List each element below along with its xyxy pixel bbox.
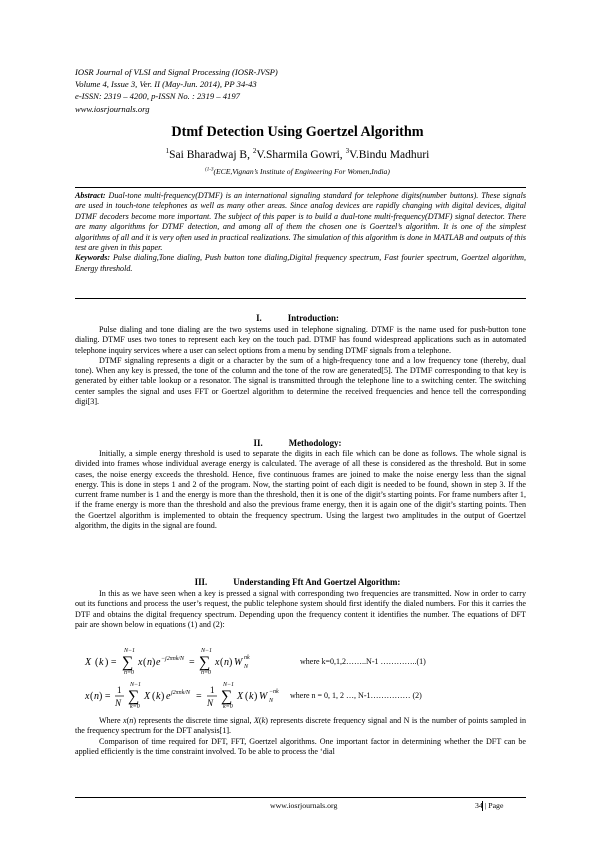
svg-text:N: N <box>269 698 274 704</box>
equation-2-condition: where n = 0, 1, 2 …, N-1…………… (2) <box>290 691 422 700</box>
svg-text:X: X <box>85 657 92 668</box>
svg-text:k=0: k=0 <box>223 704 233 710</box>
svg-text:nk: nk <box>244 655 250 661</box>
svg-text:): ) <box>161 691 165 702</box>
svg-text:N: N <box>244 664 249 670</box>
svg-text:n: n <box>224 657 229 668</box>
author-1-sup: 1 <box>165 147 170 155</box>
svg-text:j2πnk/N: j2πnk/N <box>171 690 191 696</box>
journal-name: IOSR Journal of VLSI and Signal Processing (IOSR-JVSP) <box>75 67 278 77</box>
svg-text:1: 1 <box>117 685 122 695</box>
svg-text:(: ( <box>143 657 147 668</box>
svg-text:X: X <box>237 691 244 702</box>
section-3-paragraph-1: In this as we have seen when a key is pressed a signal with corresponding two frequencies are transmitted. Now in order to carry out its functions and process the user’s request, the public telephone system should first identify the dialed numbers. For this it carries the DTF and obtains the digital frequency spectrum. Depending upon the frequency content it identifies the number. The equations of DFT pair are shown below in equations (1) and (2): <box>75 589 526 629</box>
svg-text:) =: ) = <box>105 657 117 668</box>
svg-text:N−1: N−1 <box>124 648 136 654</box>
svg-text:n=0: n=0 <box>201 670 212 676</box>
author-2-sup: 2 <box>252 147 257 155</box>
svg-text:1: 1 <box>210 685 215 695</box>
svg-text:(: ( <box>220 657 224 668</box>
svg-text:N: N <box>207 698 214 708</box>
section-1-paragraph-2: DTMF signaling represents a digit or a character by the sum of a high-frequency tone and a low frequency tone (thereby, dual tone). When any key is pressed, the tone of the column and the tone of the row are generated[5]. The DTMF corresponding to that key is generated by either table lookup or a resonator. The signal is transmitted through the telephone line to a switching center. The switching center samples the signal and uses FFT or Goertzel algorithm to determine the received frequencies and hence tell the corresponding digi[3]. <box>75 355 526 407</box>
section-3-paragraph-3: Comparison of time required for DFT, FFT, Goertzel algorithms. One important factor in determining whether the DFT can be applied efficiently is the time constraint involved. To be able to process the ‘dial <box>75 736 526 756</box>
xk-symbol: X <box>253 716 259 725</box>
footer-rule <box>75 797 526 798</box>
svg-text:N−1: N−1 <box>201 648 213 654</box>
svg-text:) =: ) = <box>99 691 111 702</box>
abstract-label: Abstract: <box>75 191 106 200</box>
footer-website[interactable]: www.iosrjournals.org <box>270 801 338 810</box>
journal-issn: e-ISSN: 2319 – 4200, p-ISSN No. : 2319 – 4197 <box>75 91 240 102</box>
svg-text:=: = <box>196 691 202 702</box>
section-3-body-b <box>75 716 526 757</box>
svg-text:): ) <box>229 657 233 668</box>
svg-text:): ) <box>254 691 258 702</box>
keywords-text: Pulse dialing,Tone dialing, Push button tone dialing,Digital frequency spectrum, Fast fourier spectrum, Goertzel algorithm, Energy threshold. <box>75 253 526 273</box>
where-text-3: represents discrete frequency signal and N is the number of points sampled in the frequency spectrum for the DFT analysis[1]. <box>75 716 527 736</box>
section-3-paragraph-2: Where x(n) represents the discrete time signal, X(k) represents discrete frequency signal and N is the number of points sampled in the frequency spectrum for the DFT analysis[1]. <box>75 716 527 736</box>
svg-text:n: n <box>94 691 99 702</box>
svg-text:x: x <box>215 657 220 668</box>
affiliation-text: (ECE,Vignan’s Institute of Engineering For Women,India) <box>213 167 390 176</box>
svg-text:(: ( <box>152 691 156 702</box>
section-2-number: II. <box>253 438 263 448</box>
author-2: V.Sharmila Gowri, <box>256 148 346 161</box>
svg-text:(: ( <box>245 691 249 702</box>
svg-text:W: W <box>234 657 243 668</box>
svg-text:−j2πnk/N: −j2πnk/N <box>161 656 185 662</box>
svg-text:k: k <box>156 691 161 702</box>
journal-volume: Volume 4, Issue 3, Ver. II (May-Jun. 2014), PP 34-43 <box>75 79 257 90</box>
equation-1 <box>84 648 250 676</box>
svg-text:n: n <box>147 657 152 668</box>
author-1: Sai Bharadwaj B, <box>169 148 253 161</box>
svg-text:k: k <box>99 657 104 668</box>
journal-website[interactable]: www.iosrjournals.org <box>75 103 150 114</box>
footer-page-number: 34 | Page <box>475 801 504 810</box>
svg-text:k: k <box>249 691 254 702</box>
svg-text:X: X <box>144 691 151 702</box>
svg-text:=: = <box>189 657 195 668</box>
svg-text:e: e <box>156 657 161 668</box>
equation-1-condition: where k=0,1,2……..N-1 …………..(1) <box>300 657 426 666</box>
where-text-2: represents the discrete time signal, <box>136 716 254 725</box>
author-3: V.Bindu Madhuri <box>349 148 430 161</box>
keywords-label: Keywords: <box>75 253 111 263</box>
svg-text:): ) <box>152 657 156 668</box>
section-1-number: I. <box>256 313 262 323</box>
svg-text:x: x <box>85 691 90 702</box>
section-3-title: Understanding Fft And Goertzel Algorithm: <box>233 577 401 587</box>
svg-text:∑: ∑ <box>199 654 211 671</box>
author-3-sup: 3 <box>345 147 350 155</box>
svg-text:k=0: k=0 <box>130 704 140 710</box>
svg-text:e: e <box>166 691 171 702</box>
paper-title: Dtmf Detection Using Goertzel Algorithm <box>171 124 424 140</box>
svg-text:−nk: −nk <box>269 689 279 695</box>
svg-text:(: ( <box>90 691 94 702</box>
abstract-text: Dual-tone multi-frequency(DTMF) is an international signaling standard for telephone digits(number buttons). These signals are used in touch-tone telephones as well as many other areas. Since analog devices are rapidly changing with digital devices, digital DTMF decoders become more important. The subject of this paper is to build a dual-tone multi-frequency(DTMF) signal detector. There are many algorithms for DTMF detection, and among all of them the chosen one is Goertzel’s algorithm. It is one of the simplest algorithms of all and it is very often used in practical realizations. The simulation of this algorithm is done in MATLAB and outputs of this test are given in this paper. <box>75 191 526 253</box>
svg-text:W: W <box>259 691 268 702</box>
affiliation-sup: (1-3 <box>205 167 214 173</box>
svg-text:N−1: N−1 <box>223 682 235 688</box>
equation-2 <box>84 682 279 710</box>
svg-text:N−1: N−1 <box>130 682 142 688</box>
xn-symbol: x <box>122 716 127 725</box>
svg-text:∑: ∑ <box>122 654 134 671</box>
where-text-1: Where <box>99 716 123 725</box>
svg-text:x: x <box>138 657 143 668</box>
section-2-title: Methodology: <box>288 438 342 448</box>
svg-text:∑: ∑ <box>128 688 140 705</box>
section-1-paragraph-1: Pulse dialing and tone dialing are the two systems used in telephone signaling. DTMF is the name used for push-button tone dialing. DTMF uses two tones to represent each key on the touch pad. DTMF has found widespread applications such as in automated telephone inquiry services where a user can select options from a menu by sending DTMF signals from a telephone. <box>75 325 526 355</box>
svg-text:N: N <box>115 698 122 708</box>
section-2-paragraph-1: Initially, a simple energy threshold is used to separate the digits in each file which can be done as follows. The whole signal is divided into frames whose individual average energy is calculated. The average of all these is considered as the threshold. But in some cases, the noise energy exceeds the threshold. Hence, five continuous frames are joined to make the noise energy less than the signal energy. This is done in steps 1 and 2 of the program. Now, the starting point of each digit is needed to be found, shown in step 3. If the current frame number is 1 and the energy is more than the threshold, then it is one of the digit’s starting points. For frame numbers after 1, if the frame energy is more than the threshold and also the previous frame energy, then it is again one of the digit’s starting points. Then the Goertzel algorithm is implemented to obtain the frequency spectrum. Using the largest two amplitudes in the output of Goertzel algorithm, the digits in the signal are found. <box>75 449 526 531</box>
section-3-number: III. <box>194 577 208 587</box>
svg-text:n=0: n=0 <box>124 670 135 676</box>
section-1-title: Introduction: <box>287 313 339 323</box>
svg-text:∑: ∑ <box>221 688 233 705</box>
svg-text:(: ( <box>95 657 99 668</box>
